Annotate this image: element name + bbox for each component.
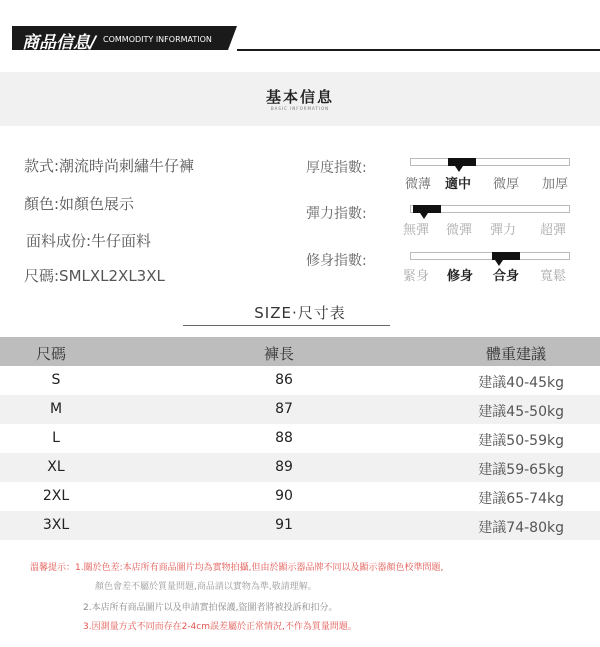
section-subtitle: BASIC INFORMATION xyxy=(270,106,330,111)
cell-weight: 建議45-50kg xyxy=(478,404,564,420)
table-row xyxy=(0,511,600,540)
info-sizes: 尺碼:SMLXL2XL3XL xyxy=(24,267,165,285)
note-line-3: 3.因測量方式不同而存在2-4cm誤差屬於正常情況,不作為質量問題。 xyxy=(83,622,357,632)
section-title: 基本信息 xyxy=(265,88,334,106)
elasticity-option-selected: 無彈 xyxy=(402,223,429,238)
cell-length: 87 xyxy=(275,401,293,417)
fit-option: 修身 xyxy=(446,269,473,284)
column-header-size: 尺碼 xyxy=(36,345,67,363)
fit-scale-fill xyxy=(492,252,520,260)
elasticity-option: 彈力 xyxy=(489,223,516,238)
cell-weight: 建議65-74kg xyxy=(478,491,564,507)
table-row xyxy=(0,453,600,482)
note-line-1: 溫馨提示：1.關於色差:本店所有商品圖片均為實物拍攝,但由於顯示器品牌不同以及顯示器顏色校準問題, xyxy=(30,563,444,573)
cell-size: L xyxy=(52,430,60,446)
elasticity-label: 彈力指數: xyxy=(306,206,367,222)
elasticity-option: 超彈 xyxy=(539,223,566,238)
size-title-divider xyxy=(183,325,390,326)
cell-length: 91 xyxy=(275,517,293,533)
info-fabric: 面料成份:牛仔面料 xyxy=(26,232,152,250)
header-title: 商品信息/ xyxy=(22,33,97,53)
size-table-title: SIZE·尺寸表 xyxy=(254,304,346,322)
cell-weight: 建議40-45kg xyxy=(478,375,564,391)
column-header-length: 褲長 xyxy=(264,345,295,363)
fit-option: 寬鬆 xyxy=(539,269,566,284)
cell-length: 88 xyxy=(275,430,293,446)
thickness-marker-icon xyxy=(455,166,463,172)
cell-length: 89 xyxy=(275,459,293,475)
fit-option: 緊身 xyxy=(402,269,429,284)
note-line-1b: 顏色會差不屬於質量問題,商品請以實物為準,敬請理解。 xyxy=(95,582,317,592)
cell-size: 3XL xyxy=(42,517,70,533)
cell-weight: 建議59-65kg xyxy=(478,462,564,478)
cell-size: M xyxy=(49,401,63,417)
cell-size: 2XL xyxy=(42,488,70,504)
elasticity-scale-fill xyxy=(413,205,441,213)
note-line-2: 2.本店所有商品圖片以及申請實拍保護,盜圖者將被投訴和扣分。 xyxy=(83,603,338,613)
fit-option-selected: 合身 xyxy=(492,269,519,284)
fit-scale xyxy=(410,252,570,260)
thickness-option-selected: 適中 xyxy=(444,177,471,192)
cell-weight: 建議74-80kg xyxy=(478,520,564,536)
cell-size: S xyxy=(51,372,61,388)
thickness-option: 微厚 xyxy=(492,177,519,192)
cell-length: 86 xyxy=(275,372,293,388)
column-header-weight: 體重建議 xyxy=(486,345,547,363)
table-row xyxy=(0,395,600,424)
table-row xyxy=(0,366,600,395)
header-subtitle: COMMODITY INFORMATION xyxy=(103,35,212,44)
cell-length: 90 xyxy=(275,488,293,504)
cell-weight: 建議50-59kg xyxy=(478,433,564,449)
fit-label: 修身指數: xyxy=(306,253,367,269)
thickness-option: 加厚 xyxy=(541,177,568,192)
elasticity-option: 微彈 xyxy=(445,223,472,238)
table-row xyxy=(0,424,600,453)
header-divider xyxy=(237,49,600,51)
thickness-scale xyxy=(410,158,570,166)
thickness-scale-fill xyxy=(448,158,476,166)
table-row xyxy=(0,482,600,511)
info-style: 款式:潮流時尚刺繡牛仔褲 xyxy=(24,157,195,175)
thickness-option: 微薄 xyxy=(404,177,431,192)
elasticity-scale xyxy=(410,205,570,213)
cell-size: XL xyxy=(47,459,65,475)
thickness-label: 厚度指數: xyxy=(306,160,367,176)
info-color: 顏色:如顏色展示 xyxy=(24,195,135,213)
